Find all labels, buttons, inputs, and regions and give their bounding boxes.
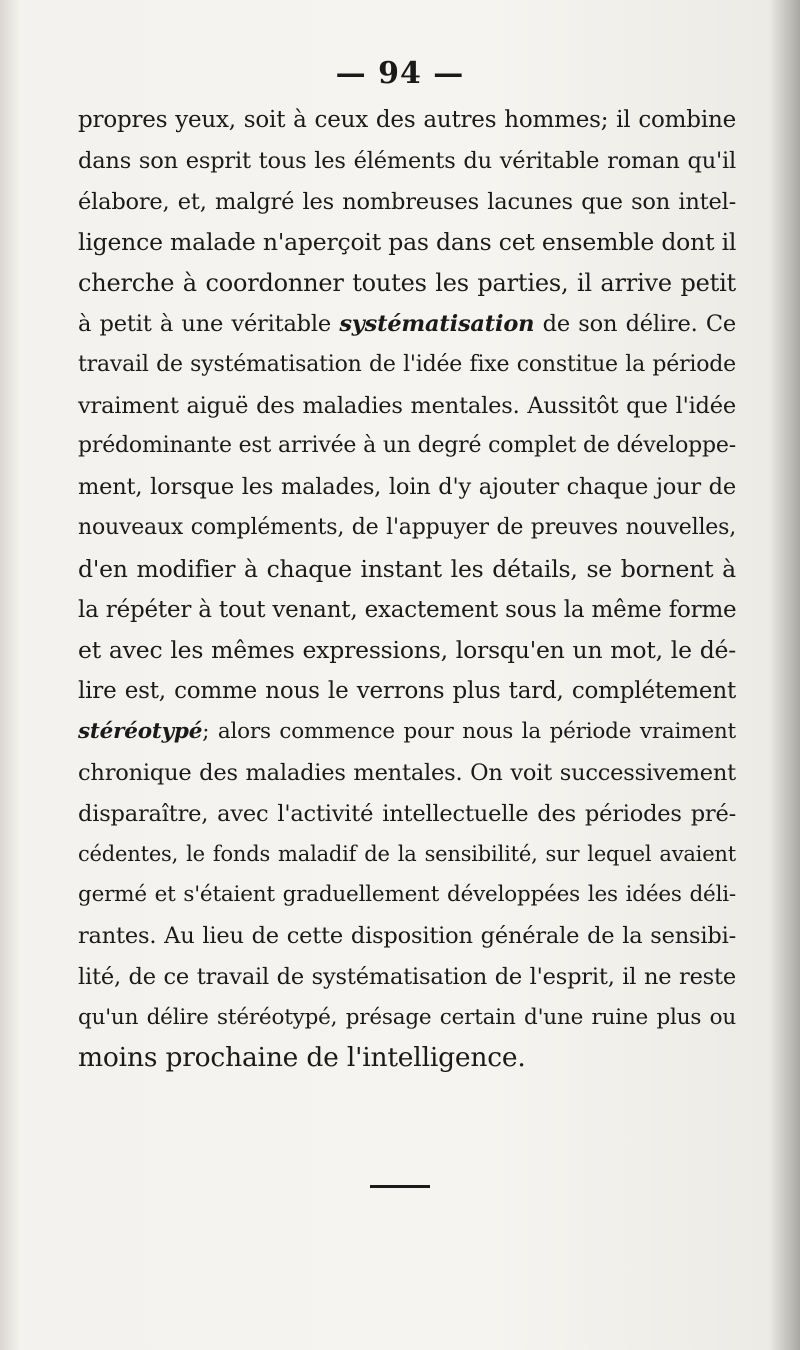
- text-line: chronique des maladies mentales. On voit successivement: [78, 759, 736, 786]
- text-line: prédominante est arrivée à un degré complet de développe-: [78, 433, 736, 459]
- text-line: ment, lorsque les malades, loin d'y ajouter chaque jour de: [78, 474, 736, 501]
- text-line: rantes. Au lieu de cette disposition générale de la sensibi-: [78, 922, 736, 949]
- italic-term: stéréotypé: [78, 718, 203, 744]
- text-line: et avec les mêmes expressions, lorsqu'en un mot, le dé-: [78, 636, 736, 665]
- text-line: qu'un délire stéréotypé, présage certain d'une ruine plus ou: [78, 1004, 736, 1030]
- text-line: moins prochaine de l'intelligence.: [78, 1042, 526, 1074]
- text-line: élabore, et, malgré les nombreuses lacunes que son intel-: [78, 188, 736, 215]
- text-line: lire est, comme nous le verrons plus tard, complétement: [78, 678, 736, 705]
- text-line: d'en modifier à chaque instant les détails, se bornent à: [78, 554, 736, 583]
- text-line: cédentes, le fonds maladif de la sensibilité, sur lequel avaient: [78, 842, 736, 867]
- text-line: dans son esprit tous les éléments du véritable roman qu'il: [78, 147, 736, 174]
- end-rule: [370, 1185, 430, 1188]
- text-line: propres yeux, soit à ceux des autres hommes; il combine: [78, 107, 736, 133]
- text-line: cherche à coordonner toutes les parties, il arrive petit: [78, 269, 736, 298]
- italic-term: systématisation: [339, 310, 535, 337]
- body-text: [78, 100, 736, 1079]
- page-edge-shadow: [770, 0, 800, 1350]
- text-line: nouveaux compléments, de l'appuyer de preuves nouvelles,: [78, 514, 736, 540]
- text-line: disparaître, avec l'activité intellectuelle des périodes pré-: [78, 800, 736, 827]
- text-line: ligence malade n'aperçoit pas dans cet ensemble dont il: [78, 228, 737, 257]
- text-line: stéréotypé; alors commence pour nous la période vraiment: [78, 718, 736, 744]
- text-line: vraiment aiguë des maladies mentales. Aussitôt que l'idée: [78, 392, 736, 419]
- text-line: à petit à une véritable systématisation de son délire. Ce: [78, 310, 736, 337]
- text-line: lité, de ce travail de systématisation de l'esprit, il ne reste: [78, 963, 736, 990]
- text-line: germé et s'étaient graduellement développées les idées déli-: [78, 882, 736, 908]
- page-number: — 94 —: [335, 56, 465, 91]
- text-line: travail de systématisation de l'idée fixe constitue la période: [78, 351, 736, 377]
- text-line: la répéter à tout venant, exactement sous la même forme: [78, 596, 737, 623]
